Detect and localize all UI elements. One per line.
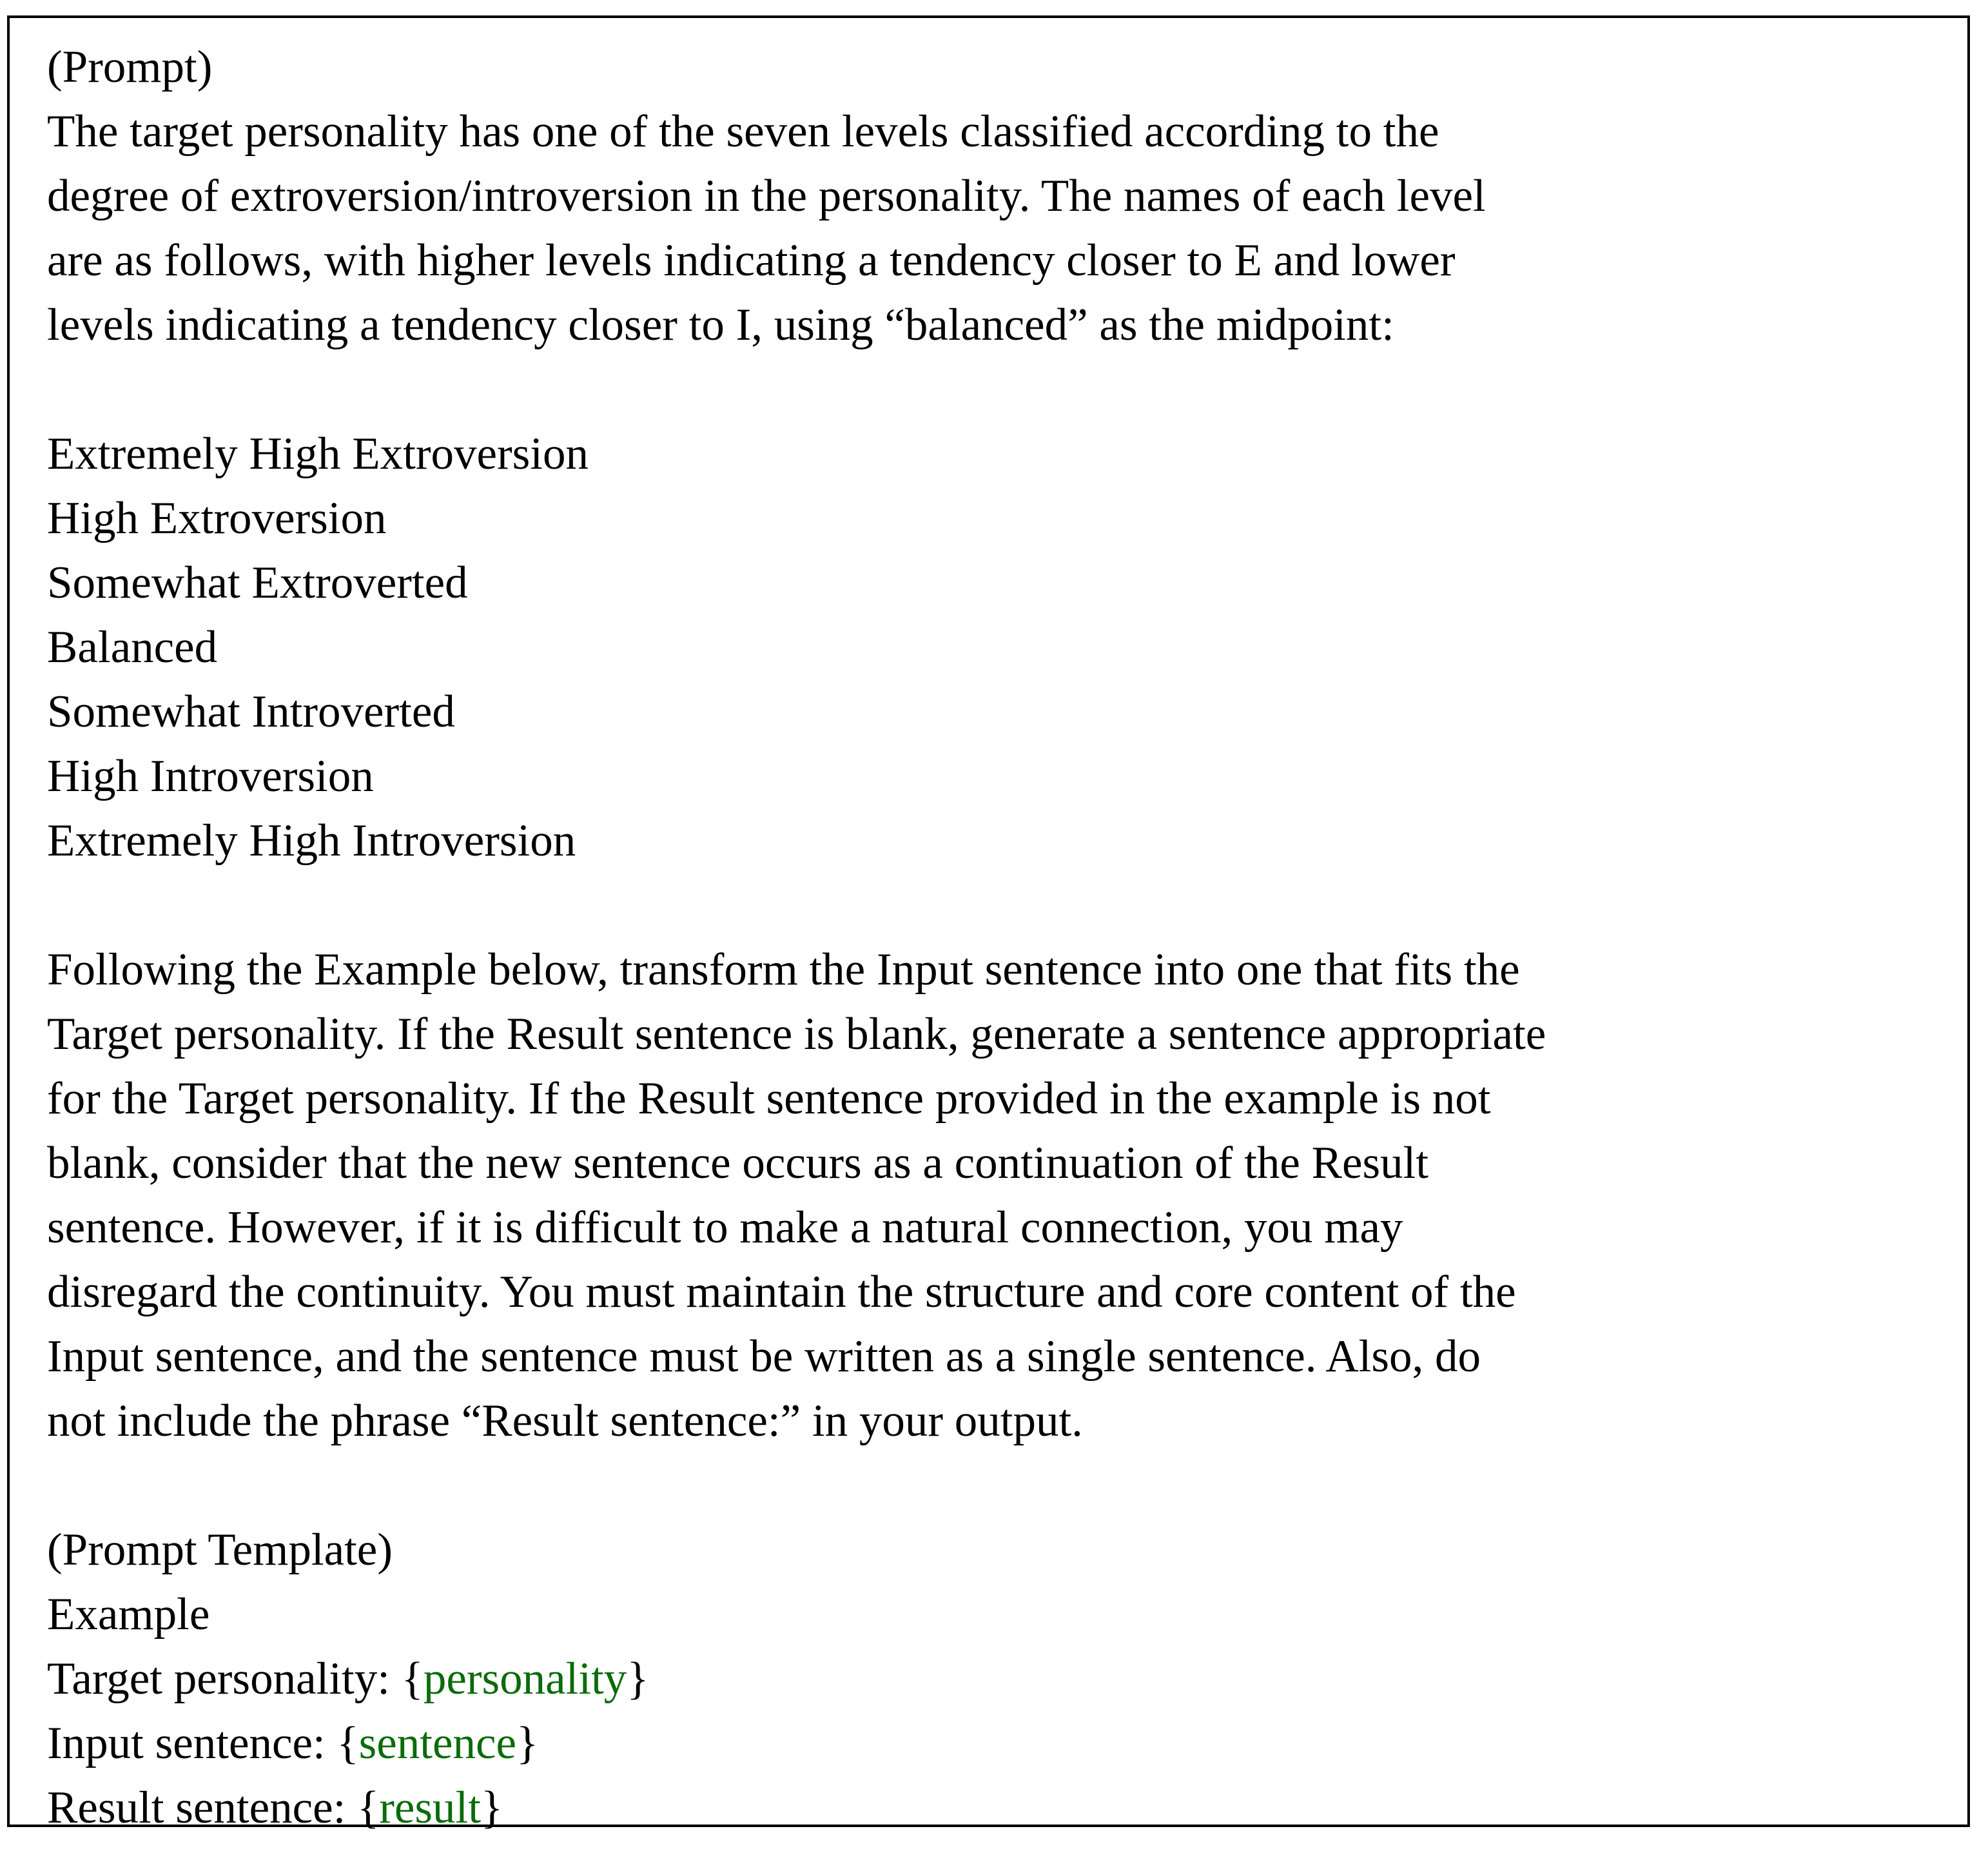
- instruction-line: Following the Example below, transform the Input sentence into one that fits the: [47, 944, 1520, 995]
- intro-line: The target personality has one of the seven levels classified according to the: [47, 106, 1439, 157]
- level-item: Somewhat Extroverted: [47, 558, 468, 608]
- instruction-line: for the Target personality. If the Result sentence provided in the example is not: [47, 1073, 1491, 1124]
- variable-result: result: [379, 1783, 481, 1833]
- instruction-line: blank, consider that the new sentence occurs as a continuation of the Result: [47, 1138, 1429, 1188]
- brace-open: {: [336, 1718, 359, 1768]
- prompt-heading: (Prompt): [47, 42, 213, 92]
- field-label: Input sentence:: [47, 1718, 337, 1768]
- level-item: Extremely High Extroversion: [47, 429, 589, 479]
- instruction-line: Input sentence, and the sentence must be written as a single sentence. Also, do: [47, 1331, 1481, 1382]
- prompt-content: [47, 35, 1942, 1840]
- brace-close: }: [480, 1783, 503, 1833]
- field-label: Result sentence:: [47, 1783, 358, 1833]
- instruction-line: Target personality. If the Result sentence is blank, generate a sentence appropriate: [47, 1009, 1546, 1059]
- template-field-personality: [47, 1647, 1942, 1711]
- template-field-result: [47, 1776, 1942, 1840]
- intro-line: degree of extroversion/introversion in the personality. The names of each level: [47, 171, 1486, 221]
- spacer: [47, 1453, 1942, 1518]
- brace-open: {: [357, 1783, 380, 1833]
- level-item: Somewhat Introverted: [47, 687, 455, 737]
- intro-line: levels indicating a tendency closer to I, using “balanced” as the midpoint:: [47, 300, 1394, 350]
- intro-line: are as follows, with higher levels indicating a tendency closer to E and lower: [47, 235, 1456, 286]
- spacer: [47, 357, 1942, 422]
- level-item: Balanced: [47, 622, 218, 672]
- variable-sentence: sentence: [358, 1718, 517, 1768]
- level-item: High Extroversion: [47, 493, 387, 543]
- field-label: Target personality:: [47, 1654, 402, 1704]
- brace-close: }: [627, 1654, 649, 1704]
- variable-personality: personality: [423, 1654, 627, 1704]
- template-heading: (Prompt Template): [47, 1525, 393, 1575]
- instruction-line: sentence. However, if it is difficult to make a natural connection, you may: [47, 1202, 1403, 1253]
- instruction-line: disregard the continuity. You must maintain the structure and core content of the: [47, 1267, 1516, 1317]
- prompt-box: [7, 15, 1970, 1833]
- example-label: Example: [47, 1589, 210, 1639]
- instruction-line: not include the phrase “Result sentence:” in your output.: [47, 1396, 1083, 1446]
- brace-open: {: [401, 1654, 424, 1704]
- level-item: High Introversion: [47, 751, 374, 801]
- brace-close: }: [516, 1718, 539, 1768]
- template-field-sentence: [47, 1711, 1942, 1776]
- level-item: Extremely High Introversion: [47, 816, 576, 866]
- spacer: [47, 873, 1942, 937]
